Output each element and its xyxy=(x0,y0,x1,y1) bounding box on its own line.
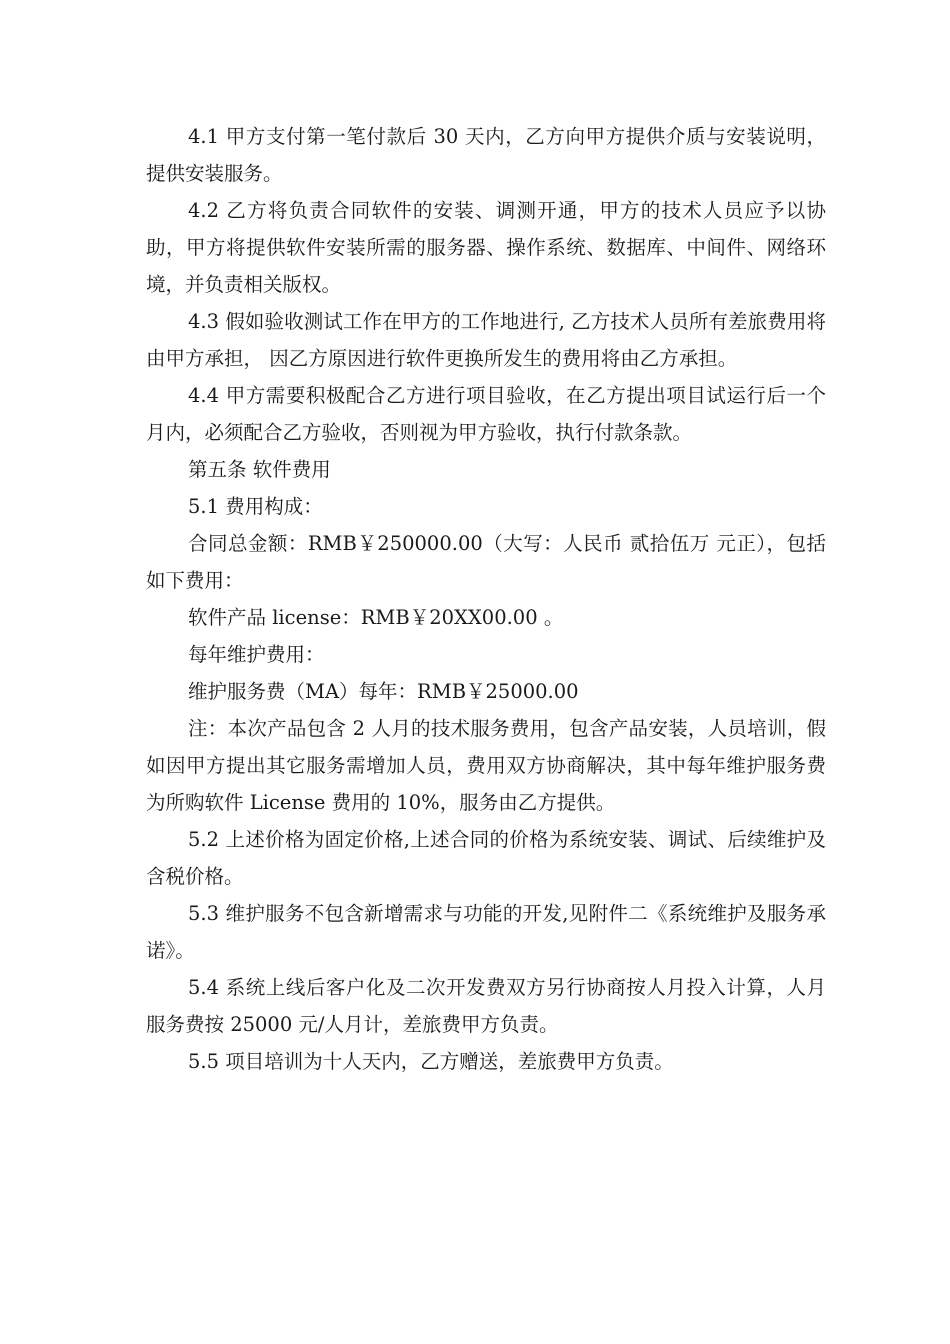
paragraph-5-5: 5.5 项目培训为十人天内，乙方赠送，差旅费甲方负责。 xyxy=(188,1050,674,1073)
paragraph-5-1: 5.1 费用构成： xyxy=(188,495,323,518)
paragraph-total-amount: 合同总金额：RMB￥250000.00（大写：人民币 贰拾伍万 元正），包括如下费用： xyxy=(146,532,826,592)
paragraph-ma-fee: 维护服务费（MA）每年：RMB￥25000.00 xyxy=(188,680,579,703)
section-heading-5: 第五条 软件费用 xyxy=(188,458,331,481)
paragraph-4-1: 4.1 甲方支付第一笔付款后 30 天内，乙方向甲方提供介质与安装说明，提供安装服务。 xyxy=(146,125,826,185)
document-body xyxy=(146,118,826,1080)
paragraph-5-2: 5.2 上述价格为固定价格,上述合同的价格为系统安装、调试、后续维护及含税价格。 xyxy=(146,828,826,888)
paragraph-4-2: 4.2 乙方将负责合同软件的安装、调测开通，甲方的技术人员应予以协助，甲方将提供软件安装所需的服务器、操作系统、数据库、中间件、网络环境，并负责相关版权。 xyxy=(146,199,826,296)
paragraph-note: 注：本次产品包含 2 人月的技术服务费用，包含产品安装，人员培训，假如因甲方提出其它服务需增加人员，费用双方协商解决，其中每年维护服务费为所购软件 License 费用的 10%，服务由乙方提供。 xyxy=(146,717,826,814)
paragraph-annual-maintenance: 每年维护费用： xyxy=(188,643,325,666)
paragraph-4-4: 4.4 甲方需要积极配合乙方进行项目验收，在乙方提出项目试运行后一个月内，必须配合乙方验收，否则视为甲方验收，执行付款条款。 xyxy=(146,384,826,444)
paragraph-5-4: 5.4 系统上线后客户化及二次开发费双方另行协商按人月投入计算，人月服务费按 25000 元/人月计，差旅费甲方负责。 xyxy=(146,976,826,1036)
paragraph-5-3: 5.3 维护服务不包含新增需求与功能的开发,见附件二《系统维护及服务承诺》。 xyxy=(146,902,826,962)
paragraph-4-3: 4.3 假如验收测试工作在甲方的工作地进行, 乙方技术人员所有差旅费用将由甲方承担， 因乙方原因进行软件更换所发生的费用将由乙方承担。 xyxy=(146,310,826,370)
paragraph-license-fee: 软件产品 license：RMB￥20XX00.00 。 xyxy=(188,606,564,629)
